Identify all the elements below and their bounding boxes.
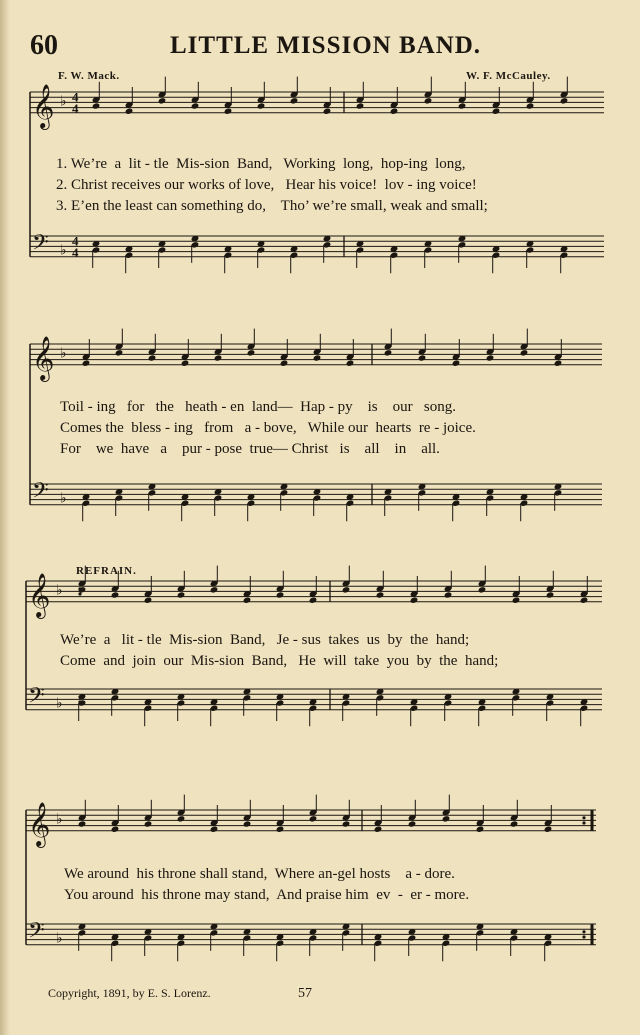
lyric-line: 1. We’re a lit - tle Mis-sion Band, Working long, hop-ing long, bbox=[56, 156, 466, 172]
lyric-line: 2. Christ receives our works of love, Hear his voice! lov - ing voice! bbox=[56, 177, 477, 193]
note-head bbox=[486, 354, 495, 361]
note-head bbox=[191, 102, 200, 109]
treble-clef-icon: 𝄞 bbox=[32, 83, 55, 128]
note-head bbox=[526, 102, 535, 109]
bass-clef-icon: 𝄢 bbox=[32, 230, 49, 261]
note-head bbox=[276, 826, 285, 833]
note-head bbox=[210, 586, 219, 593]
note-head bbox=[424, 97, 433, 104]
note-head bbox=[144, 597, 153, 604]
time-signature: 4 bbox=[72, 233, 79, 249]
words-credit: F. W. Mack. bbox=[58, 70, 120, 82]
repeat-dot bbox=[582, 816, 585, 819]
note-head bbox=[342, 820, 351, 827]
note-head bbox=[323, 108, 332, 115]
hymn-number: 57 bbox=[298, 986, 312, 1001]
note-head bbox=[158, 97, 167, 104]
note-head bbox=[276, 591, 285, 598]
note-head bbox=[512, 597, 521, 604]
lyric-line: You around his throne may stand, And praise him ev - er - more. bbox=[64, 887, 470, 903]
note-head bbox=[544, 826, 553, 833]
note-head bbox=[181, 360, 190, 367]
note-head bbox=[408, 820, 417, 827]
flat-icon: ♭ bbox=[56, 812, 63, 828]
note-head bbox=[478, 586, 487, 593]
lyric-line: For we have a pur - pose true— Christ is all in all. bbox=[60, 441, 440, 457]
note-head bbox=[309, 815, 318, 822]
note-head bbox=[442, 815, 451, 822]
note-head bbox=[111, 826, 120, 833]
note-head bbox=[243, 597, 252, 604]
note-head bbox=[384, 349, 393, 356]
note-head bbox=[111, 591, 120, 598]
note-head bbox=[214, 354, 223, 361]
note-head bbox=[177, 815, 186, 822]
refrain-label: REFRAIN. bbox=[76, 565, 137, 577]
note-head bbox=[374, 826, 383, 833]
note-head bbox=[452, 360, 461, 367]
note-head bbox=[224, 108, 233, 115]
page-number: 60 bbox=[30, 30, 58, 61]
note-head bbox=[346, 360, 355, 367]
hymn-title: LITTLE MISSION BAND. bbox=[170, 32, 482, 59]
note-head bbox=[342, 586, 351, 593]
bass-clef-icon: 𝄢 bbox=[28, 918, 45, 949]
bass-clef-icon: 𝄢 bbox=[32, 478, 49, 509]
lyric-line: We around his throne shall stand, Where an-gel hosts a - dore. bbox=[64, 866, 455, 882]
flat-icon: ♭ bbox=[56, 696, 63, 712]
note-head bbox=[546, 591, 555, 598]
note-head bbox=[492, 108, 501, 115]
repeat-dot bbox=[582, 821, 585, 824]
note-head bbox=[257, 102, 266, 109]
lyric-line: We’re a lit - tle Mis-sion Band, Je - sus takes us by the hand; bbox=[60, 632, 470, 648]
repeat-dot bbox=[582, 935, 585, 938]
note-head bbox=[356, 102, 365, 109]
note-head bbox=[78, 820, 87, 827]
repeat-dot bbox=[78, 592, 81, 595]
note-head bbox=[247, 349, 256, 356]
note-head bbox=[210, 826, 219, 833]
note-head bbox=[520, 349, 529, 356]
flat-icon: ♭ bbox=[60, 491, 67, 507]
note-head bbox=[444, 591, 453, 598]
note-head bbox=[560, 97, 569, 104]
note-head bbox=[115, 349, 124, 356]
treble-clef-icon: 𝄞 bbox=[32, 335, 55, 380]
lyric-line: 3. E’en the least can something do, Tho’ we’re small, weak and small; bbox=[56, 198, 488, 214]
note-head bbox=[410, 597, 419, 604]
note-head bbox=[309, 597, 318, 604]
note-head bbox=[418, 354, 427, 361]
note-head bbox=[148, 354, 157, 361]
note-head bbox=[243, 820, 252, 827]
flat-icon: ♭ bbox=[60, 94, 67, 110]
note-head bbox=[125, 108, 134, 115]
note-head bbox=[82, 360, 91, 367]
lyric-line: Come and join our Mis-sion Band, He will take you by the hand; bbox=[60, 653, 499, 669]
time-signature: 4 bbox=[72, 89, 79, 105]
note-head bbox=[510, 820, 519, 827]
note-head bbox=[580, 597, 589, 604]
note-head bbox=[390, 108, 399, 115]
copyright-notice: Copyright, 1891, by E. S. Lorenz. bbox=[48, 986, 211, 1000]
treble-clef-icon: 𝄞 bbox=[28, 572, 51, 617]
music-credit: W. F. McCauley. bbox=[466, 70, 551, 82]
treble-clef-icon: 𝄞 bbox=[28, 801, 51, 846]
note-head bbox=[280, 360, 289, 367]
lyric-line: Comes the bless - ing from a - bove, While our hearts re - joice. bbox=[60, 420, 476, 436]
repeat-dot bbox=[582, 930, 585, 933]
time-signature: 4 bbox=[72, 100, 79, 116]
note-head bbox=[313, 354, 322, 361]
note-head bbox=[78, 586, 87, 593]
flat-icon: ♭ bbox=[56, 583, 63, 599]
note-head bbox=[177, 591, 186, 598]
flat-icon: ♭ bbox=[56, 931, 63, 947]
lyric-line: Toil - ing for the heath - en land— Hap - py is our song. bbox=[60, 399, 456, 415]
flat-icon: ♭ bbox=[60, 243, 67, 259]
flat-icon: ♭ bbox=[60, 346, 67, 362]
note-head bbox=[376, 591, 385, 598]
note-head bbox=[554, 360, 563, 367]
note-head bbox=[458, 102, 467, 109]
note-head bbox=[290, 97, 299, 104]
time-signature: 4 bbox=[72, 244, 79, 260]
note-head bbox=[476, 826, 485, 833]
note-head bbox=[92, 102, 101, 109]
bass-clef-icon: 𝄢 bbox=[28, 683, 45, 714]
note-head bbox=[144, 820, 153, 827]
